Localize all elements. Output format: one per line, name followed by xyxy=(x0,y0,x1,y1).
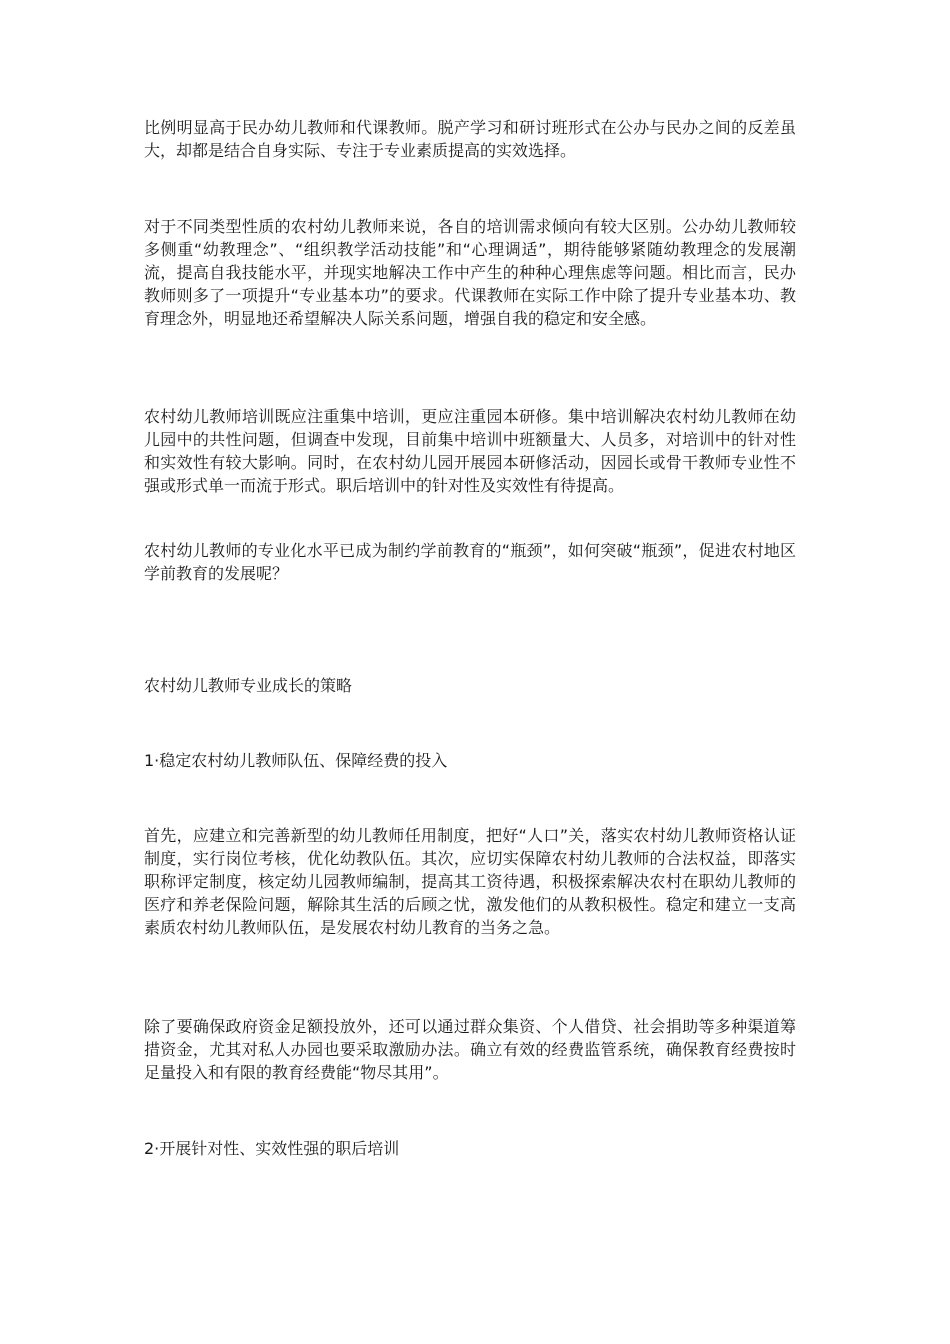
paragraph-teacher-policy: 首先，应建立和完善新型的幼儿教师任用制度，把好“人口”关，落实农村幼儿教师资格认证制度，实行岗位考核，优化幼教队伍。其次，应切实保障农村幼儿教师的合法权益，即落实职称评定制度，核定幼儿园教师编制，提高其工资待遇，积极探索解决农村在职幼儿教师的医疗和养老保险问题，解除其生活的后顾之忧，激发他们的从教积极性。稳定和建立一支高素质农村幼儿教师队伍，是发展农村幼儿教育的当务之急。 xyxy=(144,826,796,937)
paragraph-comparison: 比例明显高于民办幼儿教师和代课教师。脱产学习和研讨班形式在公办与民办之间的反差虽大，却都是结合自身实际、专注于专业素质提高的实效选择。 xyxy=(144,118,796,160)
paragraph-centralized-training: 农村幼儿教师培训既应注重集中培训，更应注重园本研修。集中培训解决农村幼儿教师在幼儿园中的共性问题，但调查中发现，目前集中培训中班额量大、人员多，对培训中的针对性和实效性有较大影响。同时，在农村幼儿园开展园本研修活动，因园长或骨干教师专业性不强或形式单一而流于形式。职后培训中的针对性及实效性有待提高。 xyxy=(144,407,796,495)
paragraph-training-needs: 对于不同类型性质的农村幼儿教师来说，各自的培训需求倾向有较大区别。公办幼儿教师较多侧重“幼教理念”、“组织教学活动技能”和“心理调适”，期待能够紧随幼教理念的发展潮流，提高自我技能水平，并现实地解决工作中产生的种种心理焦虑等问题。相比而言，民办教师则多了一项提升“专业基本功”的要求。代课教师在实际工作中除了提升专业基本功、教育理念外，明显地还希望解决人际关系问题，增强自我的稳定和安全感。 xyxy=(144,217,796,328)
paragraph-bottleneck-question: 农村幼儿教师的专业化水平已成为制约学前教育的“瓶颈”，如何突破“瓶颈”，促进农村地区学前教育的发展呢？ xyxy=(144,541,796,583)
paragraph-funding: 除了要确保政府资金足额投放外，还可以通过群众集资、个人借贷、社会捐助等多种渠道筹措资金，尤其对私人办园也要采取激励办法。确立有效的经费监管系统，确保教育经费按时足量投入和有限的教育经费能“物尽其用”。 xyxy=(144,1017,796,1082)
subheading-stabilize-teachers: 1·稳定农村幼儿教师队伍、保障经费的投入 xyxy=(144,751,448,770)
subheading-post-service-training: 2·开展针对性、实效性强的职后培训 xyxy=(144,1139,400,1158)
section-title: 农村幼儿教师专业成长的策略 xyxy=(144,676,353,695)
